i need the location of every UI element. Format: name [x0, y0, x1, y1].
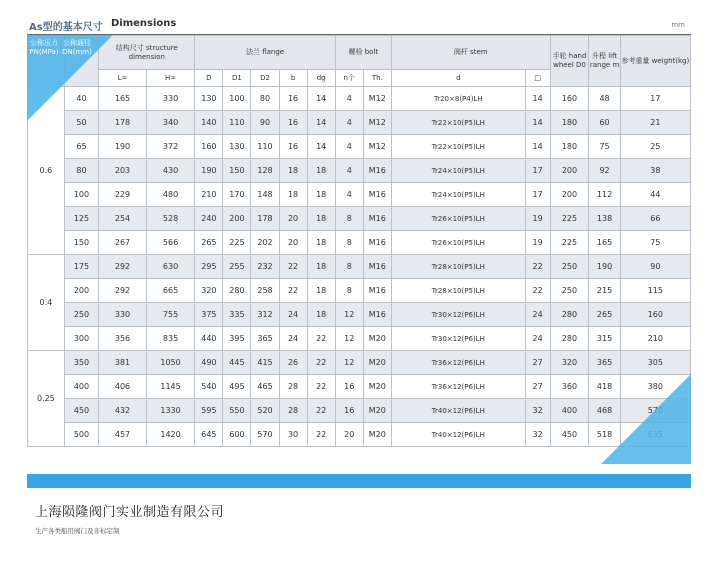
cell-d: Tr26×10(P5)LH [391, 231, 525, 255]
cell-l: 254 [99, 207, 147, 231]
cell-l: 292 [99, 255, 147, 279]
cell-d: 210 [195, 183, 223, 207]
cell-w: 570 [620, 399, 690, 423]
cell-dn: 50 [64, 111, 99, 135]
subheader-square: □ [525, 70, 550, 87]
cell-n: 8 [335, 231, 363, 255]
cell-h: 1145 [146, 375, 195, 399]
cell-d1: 395 [223, 327, 251, 351]
cell-h: 340 [146, 111, 195, 135]
cell-d0: 250 [550, 279, 589, 303]
cell-d2: 365 [251, 327, 279, 351]
header-stem: 阀杆 stem [391, 36, 550, 70]
cell-d: Tr22×10(P5)LH [391, 135, 525, 159]
cell-n: 12 [335, 303, 363, 327]
cell-b: 16 [279, 135, 307, 159]
cell-w: 38 [620, 159, 690, 183]
cell-dn: 65 [64, 135, 99, 159]
footer-blue-bar [27, 474, 691, 488]
cell-d2: 128 [251, 159, 279, 183]
subheader-th: Th. [363, 70, 391, 87]
cell-sq: 32 [525, 423, 550, 447]
cell-d: 540 [195, 375, 223, 399]
cell-b: 28 [279, 375, 307, 399]
cell-w: 90 [620, 255, 690, 279]
table-row [28, 87, 691, 111]
cell-w: 21 [620, 111, 690, 135]
cell-d1: 255 [223, 255, 251, 279]
cell-dg: 18 [307, 279, 335, 303]
cell-d: Tr40×12(P6)LH [391, 399, 525, 423]
cell-dg: 14 [307, 135, 335, 159]
header-handwheel [550, 36, 589, 87]
cell-h: 566 [146, 231, 195, 255]
cell-d1: 495 [223, 375, 251, 399]
cell-l: 457 [99, 423, 147, 447]
cell-th: M20 [363, 423, 391, 447]
cell-th: M16 [363, 279, 391, 303]
cell-d: Tr36×12(P6)LH [391, 375, 525, 399]
cell-d: 645 [195, 423, 223, 447]
cell-d: Tr22×10(P5)LH [391, 111, 525, 135]
cell-d0: 450 [550, 423, 589, 447]
cell-dg: 22 [307, 375, 335, 399]
table-row [28, 375, 691, 399]
cell-sq: 14 [525, 87, 550, 111]
cell-dg: 14 [307, 111, 335, 135]
cell-th: M12 [363, 87, 391, 111]
cell-dn: 200 [64, 279, 99, 303]
cell-d0: 180 [550, 135, 589, 159]
cell-d: Tr20×8(P4)LH [391, 87, 525, 111]
cell-b: 26 [279, 351, 307, 375]
cell-n: 20 [335, 423, 363, 447]
table-body [28, 87, 691, 447]
cell-d2: 465 [251, 375, 279, 399]
cell-th: M20 [363, 375, 391, 399]
cell-m: 215 [589, 279, 620, 303]
cell-d0: 160 [550, 87, 589, 111]
cell-h: 835 [146, 327, 195, 351]
cell-d: 490 [195, 351, 223, 375]
subheader-h: H= [146, 70, 195, 87]
cell-n: 4 [335, 135, 363, 159]
cell-d: 160 [195, 135, 223, 159]
cell-d2: 90 [251, 111, 279, 135]
cell-d1: 200 [223, 207, 251, 231]
cell-d: 265 [195, 231, 223, 255]
company-name: 上海陨隆阀门实业制造有限公司 [35, 505, 225, 520]
cell-dn: 175 [64, 255, 99, 279]
cell-l: 178 [99, 111, 147, 135]
cell-d: 375 [195, 303, 223, 327]
header-flange: 法兰 flange [195, 36, 335, 70]
cell-dn: 80 [64, 159, 99, 183]
cell-sq: 14 [525, 135, 550, 159]
cell-sq: 22 [525, 279, 550, 303]
cell-l: 330 [99, 303, 147, 327]
cell-n: 12 [335, 327, 363, 351]
cell-d2: 258 [251, 279, 279, 303]
subheader-d1: D1 [223, 70, 251, 87]
cell-m: 468 [589, 399, 620, 423]
cell-d: 320 [195, 279, 223, 303]
table-row [28, 231, 691, 255]
cell-d: Tr26×10(P5)LH [391, 207, 525, 231]
cell-l: 432 [99, 399, 147, 423]
cell-d1: 150 [223, 159, 251, 183]
cell-l: 165 [99, 87, 147, 111]
cell-dg: 22 [307, 423, 335, 447]
subheader-d2: D2 [251, 70, 279, 87]
cell-dg: 18 [307, 159, 335, 183]
cell-sq: 24 [525, 327, 550, 351]
title-english: Dimensions [111, 18, 177, 29]
cell-m: 112 [589, 183, 620, 207]
cell-w: 44 [620, 183, 690, 207]
cell-w: 635 [620, 423, 690, 447]
cell-w: 17 [620, 87, 690, 111]
cell-b: 22 [279, 279, 307, 303]
header-lift-label: 升程 lift range m [589, 52, 620, 69]
cell-b: 18 [279, 159, 307, 183]
cell-h: 430 [146, 159, 195, 183]
cell-n: 8 [335, 207, 363, 231]
cell-n: 16 [335, 399, 363, 423]
cell-w: 380 [620, 375, 690, 399]
cell-m: 265 [589, 303, 620, 327]
corner-accent-bottom-right [601, 374, 691, 464]
unit-label: mm [671, 21, 685, 29]
cell-n: 12 [335, 351, 363, 375]
corner-accent-top-left [27, 35, 113, 121]
cell-b: 30 [279, 423, 307, 447]
cell-w: 75 [620, 231, 690, 255]
subheader-l: L= [99, 70, 147, 87]
cell-d: Tr24×10(P5)LH [391, 159, 525, 183]
pn-cell: 0.4 [28, 255, 65, 351]
cell-d: Tr30×12(P6)LH [391, 327, 525, 351]
cell-d2: 80 [251, 87, 279, 111]
cell-d0: 225 [550, 231, 589, 255]
subheader-d: D [195, 70, 223, 87]
cell-b: 16 [279, 111, 307, 135]
cell-h: 665 [146, 279, 195, 303]
cell-sq: 17 [525, 183, 550, 207]
table-row [28, 399, 691, 423]
cell-d: Tr30×12(P6)LH [391, 303, 525, 327]
cell-m: 315 [589, 327, 620, 351]
table-row [28, 183, 691, 207]
header-weight-label: 参考重量 weight(kg) [621, 56, 690, 65]
cell-d0: 280 [550, 327, 589, 351]
cell-dn: 450 [64, 399, 99, 423]
cell-l: 203 [99, 159, 147, 183]
cell-dn: 100 [64, 183, 99, 207]
cell-b: 20 [279, 231, 307, 255]
cell-d1: 110 [223, 111, 251, 135]
cell-n: 4 [335, 159, 363, 183]
cell-d1: 170 [223, 183, 251, 207]
table-row [28, 423, 691, 447]
cell-d0: 320 [550, 351, 589, 375]
cell-d1: 335 [223, 303, 251, 327]
cell-w: 305 [620, 351, 690, 375]
cell-h: 372 [146, 135, 195, 159]
cell-d1: 130 [223, 135, 251, 159]
cell-sq: 22 [525, 255, 550, 279]
cell-h: 630 [146, 255, 195, 279]
table-row [28, 159, 691, 183]
cell-dg: 22 [307, 399, 335, 423]
cell-dg: 18 [307, 231, 335, 255]
cell-m: 60 [589, 111, 620, 135]
cell-dg: 18 [307, 255, 335, 279]
cell-sq: 17 [525, 159, 550, 183]
cell-dn: 300 [64, 327, 99, 351]
cell-d2: 202 [251, 231, 279, 255]
cell-l: 406 [99, 375, 147, 399]
cell-th: M16 [363, 183, 391, 207]
cell-l: 356 [99, 327, 147, 351]
header-bolt: 螺栓 bolt [335, 36, 391, 70]
cell-th: M20 [363, 351, 391, 375]
cell-d: 295 [195, 255, 223, 279]
cell-d: Tr28×10(P5)LH [391, 279, 525, 303]
cell-dn: 40 [64, 87, 99, 111]
cell-sq: 32 [525, 399, 550, 423]
header-handwheel-label: 手轮 hand wheel D0 [552, 52, 587, 69]
cell-m: 190 [589, 255, 620, 279]
cell-d0: 200 [550, 183, 589, 207]
cell-b: 22 [279, 255, 307, 279]
cell-d2: 570 [251, 423, 279, 447]
cell-m: 48 [589, 87, 620, 111]
cell-l: 267 [99, 231, 147, 255]
cell-m: 518 [589, 423, 620, 447]
header-structure: 结构尺寸 structure dimension [99, 36, 195, 70]
cell-b: 18 [279, 183, 307, 207]
cell-n: 8 [335, 255, 363, 279]
cell-th: M12 [363, 111, 391, 135]
cell-d0: 400 [550, 399, 589, 423]
pn-cell: 0.25 [28, 351, 65, 447]
cell-th: M16 [363, 303, 391, 327]
cell-dg: 22 [307, 327, 335, 351]
cell-dn: 250 [64, 303, 99, 327]
cell-dg: 18 [307, 183, 335, 207]
table-row [28, 207, 691, 231]
cell-th: M20 [363, 327, 391, 351]
cell-d2: 178 [251, 207, 279, 231]
table-row [28, 279, 691, 303]
cell-dg: 18 [307, 303, 335, 327]
cell-dg: 18 [307, 207, 335, 231]
table-row [28, 327, 691, 351]
cell-h: 330 [146, 87, 195, 111]
subheader-stem-d: d [391, 70, 525, 87]
cell-th: M12 [363, 135, 391, 159]
cell-d0: 225 [550, 207, 589, 231]
cell-sq: 27 [525, 375, 550, 399]
table-row [28, 111, 691, 135]
cell-n: 4 [335, 87, 363, 111]
cell-b: 24 [279, 303, 307, 327]
cell-sq: 19 [525, 207, 550, 231]
dimensions-table [27, 35, 691, 447]
header-pn-label: 公称压力PN(MPa) [29, 39, 59, 56]
cell-d0: 360 [550, 375, 589, 399]
cell-l: 292 [99, 279, 147, 303]
cell-th: M16 [363, 231, 391, 255]
cell-d: 140 [195, 111, 223, 135]
cell-d0: 250 [550, 255, 589, 279]
header-weight [620, 36, 690, 87]
table-row [28, 135, 691, 159]
cell-dn: 500 [64, 423, 99, 447]
cell-d2: 520 [251, 399, 279, 423]
cell-d0: 180 [550, 111, 589, 135]
cell-dg: 14 [307, 87, 335, 111]
cell-th: M16 [363, 255, 391, 279]
pn-cell: 0.6 [28, 87, 65, 255]
cell-d: 190 [195, 159, 223, 183]
table-row [28, 351, 691, 375]
cell-d0: 200 [550, 159, 589, 183]
cell-d1: 600 [223, 423, 251, 447]
cell-w: 25 [620, 135, 690, 159]
cell-l: 381 [99, 351, 147, 375]
cell-sq: 14 [525, 111, 550, 135]
cell-d2: 415 [251, 351, 279, 375]
company-tagline: 生产各类船用阀门及非标定制 [35, 527, 120, 535]
cell-l: 229 [99, 183, 147, 207]
cell-d2: 232 [251, 255, 279, 279]
cell-l: 190 [99, 135, 147, 159]
cell-d: 240 [195, 207, 223, 231]
cell-n: 16 [335, 375, 363, 399]
cell-dn: 400 [64, 375, 99, 399]
cell-b: 28 [279, 399, 307, 423]
subheader-n: n个 [335, 70, 363, 87]
cell-dn: 150 [64, 231, 99, 255]
cell-d1: 550 [223, 399, 251, 423]
title-bar [27, 15, 691, 35]
cell-h: 528 [146, 207, 195, 231]
table-row [28, 303, 691, 327]
cell-dn: 350 [64, 351, 99, 375]
cell-th: M16 [363, 207, 391, 231]
cell-dg: 22 [307, 351, 335, 375]
cell-b: 24 [279, 327, 307, 351]
cell-d2: 110 [251, 135, 279, 159]
cell-h: 1050 [146, 351, 195, 375]
cell-th: M16 [363, 159, 391, 183]
cell-h: 755 [146, 303, 195, 327]
subheader-dg: dg [307, 70, 335, 87]
cell-m: 365 [589, 351, 620, 375]
subheader-b: b [279, 70, 307, 87]
cell-d: 130 [195, 87, 223, 111]
cell-h: 480 [146, 183, 195, 207]
cell-d1: 280 [223, 279, 251, 303]
cell-d: Tr28×10(P5)LH [391, 255, 525, 279]
cell-b: 20 [279, 207, 307, 231]
cell-w: 115 [620, 279, 690, 303]
cell-m: 75 [589, 135, 620, 159]
cell-d: Tr24×10(P5)LH [391, 183, 525, 207]
cell-d2: 148 [251, 183, 279, 207]
cell-w: 160 [620, 303, 690, 327]
table-row [28, 255, 691, 279]
cell-d0: 280 [550, 303, 589, 327]
cell-d: Tr40×12(P6)LH [391, 423, 525, 447]
cell-d2: 312 [251, 303, 279, 327]
cell-sq: 24 [525, 303, 550, 327]
cell-m: 138 [589, 207, 620, 231]
cell-w: 66 [620, 207, 690, 231]
cell-m: 92 [589, 159, 620, 183]
cell-b: 16 [279, 87, 307, 111]
cell-n: 8 [335, 279, 363, 303]
cell-d1: 445 [223, 351, 251, 375]
cell-n: 4 [335, 111, 363, 135]
cell-th: M20 [363, 399, 391, 423]
cell-d1: 225 [223, 231, 251, 255]
cell-h: 1330 [146, 399, 195, 423]
header-dn-label: 公称通径DN(mm) [62, 39, 92, 56]
cell-d: 595 [195, 399, 223, 423]
title-chinese: As型的基本尺寸 [29, 22, 103, 33]
cell-d: 440 [195, 327, 223, 351]
cell-sq: 27 [525, 351, 550, 375]
cell-m: 165 [589, 231, 620, 255]
cell-d1: 100 [223, 87, 251, 111]
cell-dn: 125 [64, 207, 99, 231]
header-lift [589, 36, 620, 87]
cell-sq: 19 [525, 231, 550, 255]
cell-d: Tr36×12(P6)LH [391, 351, 525, 375]
cell-h: 1420 [146, 423, 195, 447]
cell-m: 418 [589, 375, 620, 399]
cell-n: 4 [335, 183, 363, 207]
cell-w: 210 [620, 327, 690, 351]
